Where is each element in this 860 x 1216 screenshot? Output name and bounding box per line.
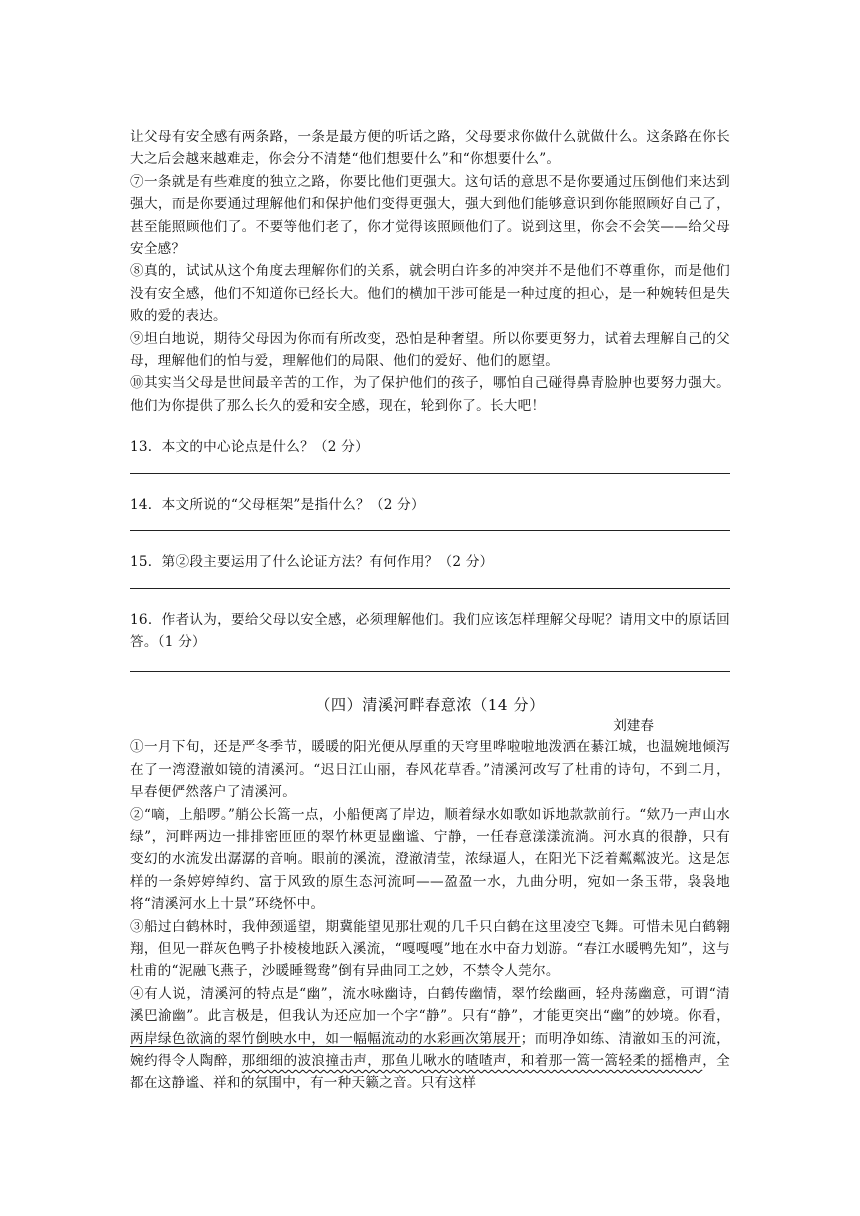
- p4-text-b: ；而明净如练、清澈如玉的河流，婉约得令人陶醉，: [130, 1030, 731, 1069]
- answer-line-13[interactable]: [130, 473, 730, 474]
- p4-text-a: ④有人说，清溪河的特点是“幽”，流水咏幽诗，白鹤传幽情，翠竹绘幽画，轻舟荡幽意，可谓“清溪巴渝幽”。此言极是，但我认为还应加一个字“静”。只有“静”，才能更突出“幽”的妙境。你看，: [130, 985, 730, 1025]
- passage4-title: （四）清溪河畔春意浓（14 分）: [315, 696, 545, 715]
- answer-line-15[interactable]: [130, 588, 730, 589]
- passage4-author: 刘建春: [613, 718, 654, 735]
- passage3-paragraph-6-tail: 让父母有安全感有两条路，一条是最方便的听话之路，父母要求你做什么就做什么。这条路在你长大之后会越来越难走，你会分不清楚“他们想要什么”和“你想要什么”。: [130, 129, 730, 168]
- question-14: 14．本文所说的“父母框架”是指什么？（2 分）: [130, 496, 425, 513]
- p4-underlined-sentence: 两岸绿色欲滴的翠竹倒映水中，如一幅幅流动的水彩画次第展开: [130, 1030, 521, 1047]
- answer-line-14[interactable]: [130, 530, 730, 531]
- passage3-paragraph-8: ⑧真的，试试从这个角度去理解你们的关系，就会明白许多的冲突并不是他们不尊重你，而是他们没有安全感，他们不知道你已经长大。他们的横加干涉可能是一种过度的担心，是一种婉转但是失败的爱的表达。: [130, 263, 730, 325]
- passage4-paragraph-2: ②“嘀，上船啰。”艄公长篙一点，小船便离了岸边，顺着绿水如歌如诉地款款前行。“欸乃一声山水绿”，河畔两边一排排密匝匝的翠竹林更显幽谧、宁静，一任春意漾漾流淌。河水真的很静，只有变幻的水流发出潺潺的音响。眼前的溪流，澄澈清莹，浓绿逼人，在阳光下泛着粼粼波光。这是怎样的一条婷婷绰约、富于风致的原生态河流呵——盈盈一水，九曲分明，宛如一条玉带，袅袅地将“清溪河水上十景”环绕怀中。: [130, 806, 730, 913]
- question-15: 15．第②段主要运用了什么论证方法？有何作用？（2 分）: [130, 554, 494, 571]
- passage4-paragraph-4: [130, 983, 730, 1095]
- passage3-paragraph-7: ⑦一条就是有些难度的独立之路，你要比他们更强大。这句话的意思不是你要通过压倒他们来达到强大，而是你要通过理解他们和保护他们变得更强大，强大到他们能够意识到你能照顾好自己了，甚至能照顾他们了。不要等他们老了，你才觉得该照顾他们了。说到这里，你会不会笑——给父母安全感？: [130, 173, 730, 258]
- passage4-paragraph-3: ③船过白鹤林时，我伸颈遥望，期冀能望见那壮观的几千只白鹤在这里凌空飞舞。可惜未见白鹤翱翔，但见一群灰色鸭子扑棱棱地跃入溪流，“嘎嘎嘎”地在水中奋力划游。“春江水暖鸭先知”，这与杜甫的“泥融飞燕子，沙暖睡鸳鸯”倒有异曲同工之妙，不禁令人莞尔。: [130, 918, 730, 980]
- passage3-paragraph-9: ⑨坦白地说，期待父母因为你而有所改变，恐怕是种奢望。所以你要更努力，试着去理解自己的父母，理解他们的怕与爱，理解他们的局限、他们的爱好、他们的愿望。: [130, 330, 730, 370]
- question-13: 13．本文的中心论点是什么？（2 分）: [130, 439, 369, 456]
- p4-text-c: ，全都在这静谧、祥和的氛围中，有一种天籁之音。只有这样: [130, 1053, 731, 1092]
- exam-page: [130, 126, 730, 1095]
- passage4-paragraph-1: ①一月下旬，还是严冬季节，暖暖的阳光便从厚重的天穹里哗啦啦地泼洒在綦江城，也温婉地倾泻在了一湾澄澈如镜的清溪河。“迟日江山丽，春风花草香。”清溪河改写了杜甫的诗句，不到二月，早春便俨然落户了清溪河。: [130, 739, 730, 801]
- question-16: 16．作者认为，要给父母以安全感，必须理解他们。我们应该怎样理解父母呢？请用文中的原话回答。（1 分）: [130, 611, 730, 650]
- p4-wavy-underlined-sentence: 那细细的波浪撞击声，那鱼儿啾水的喳喳声，和着那一篙一篙轻柔的摇橹声: [241, 1053, 703, 1069]
- passage3-paragraph-10: ⑩其实当父母是世间最辛苦的工作，为了保护他们的孩子，哪怕自己碰得鼻青脸肿也要努力强大。他们为你提供了那么长久的爱和安全感，现在，轮到你了。长大吧！: [130, 375, 730, 414]
- answer-line-16[interactable]: [130, 671, 730, 672]
